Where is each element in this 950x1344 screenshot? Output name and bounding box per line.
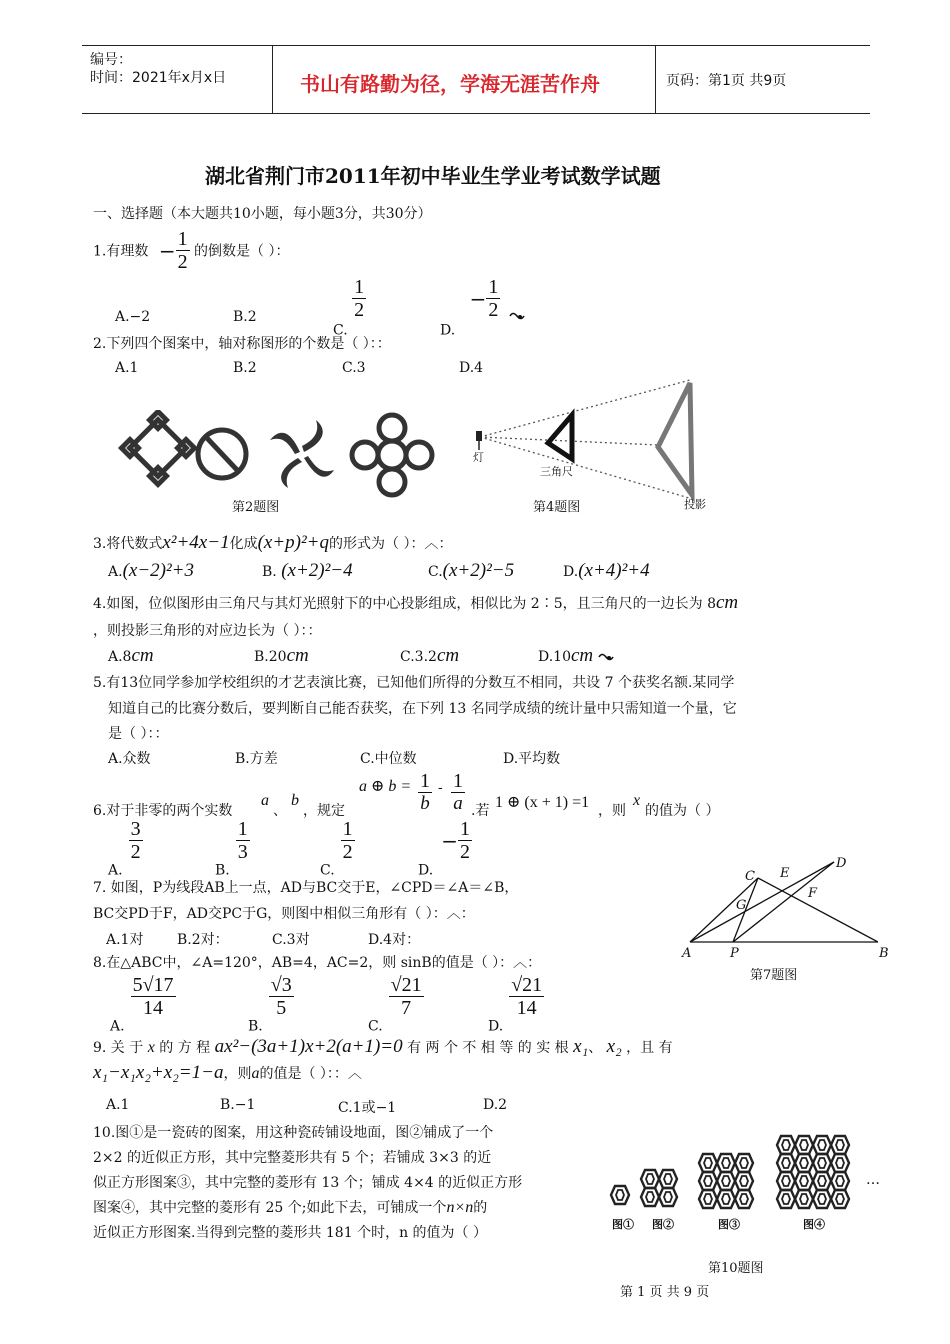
header-time: 时间：2021年x月x日 <box>90 70 227 86</box>
fig4-lamp-label: 灯 <box>473 451 484 464</box>
q3-c-label: C. <box>428 564 443 580</box>
q6-d-label: D. <box>418 862 434 879</box>
q6-a-den: 2 <box>130 841 141 863</box>
question-4-line-2: ，则投影三角形的对应边长为（ ）：： <box>93 623 322 639</box>
q8-a-frac <box>131 974 176 1019</box>
q1-frac-num: 1 <box>177 228 188 250</box>
header-bottom-rule <box>82 113 870 114</box>
q6-option-d <box>418 818 472 879</box>
q3-option-c <box>428 560 514 582</box>
question-10-line-4 <box>93 1197 487 1217</box>
q2-option-c: C.3 <box>342 360 366 376</box>
question-5-line-2: 知道自己的比赛分数后，要判断自己能否获奖，在下列 13 名同学成绩的统计量中只需知道一个量，它 <box>108 701 737 717</box>
q8-c-label: C. <box>368 1018 383 1035</box>
q2-option-a: A.1 <box>115 360 139 376</box>
pattern-1-diamond-squares <box>122 412 195 485</box>
q8-option-a <box>110 974 176 1035</box>
q7-option-b: B.2对： <box>177 932 229 948</box>
q6-frac-1-over-a <box>451 770 465 815</box>
q6-text-a: 6.对于非零的两个实数 <box>93 803 233 819</box>
q6-d-num: 1 <box>459 818 470 840</box>
q6-definition: a ⊕ b = <box>359 778 412 795</box>
q8-b-label: B. <box>248 1018 263 1035</box>
q3-option-d <box>563 560 650 582</box>
q9-condition: x₁−x₁x₂+x₂=1−a <box>93 1062 224 1083</box>
tile-figure-1 <box>611 1186 629 1204</box>
q8-d-den: 14 <box>516 997 537 1019</box>
q6-equation: 1 ⊕ (x + 1) =1 <box>495 794 590 811</box>
q8-option-c <box>368 974 424 1035</box>
q4-b-label: B.20 <box>254 649 287 665</box>
q2-figure-patterns <box>110 410 450 505</box>
q9-text-b: 的 方 程 <box>159 1040 211 1056</box>
q7-label-c: C <box>745 869 755 884</box>
fig4-projection-label: 投影 <box>684 498 706 511</box>
q7-label-p: P <box>730 946 739 961</box>
question-7-line-2: BC交PD于F，AD交PC于G，则图中相似三角形有（ ）：︿： <box>93 906 475 922</box>
q3-d-expr: (x+4)²+4 <box>578 560 650 581</box>
q10-fig-label-2: 图② <box>652 1218 674 1231</box>
q10-nxn: n×n <box>446 1199 474 1216</box>
tile-figure-2 <box>641 1170 677 1206</box>
q3-a-expr: (x−2)²+3 <box>122 560 194 581</box>
q2-figure-caption: 第2题图 <box>232 500 280 515</box>
question-5-line-1: 5.有13位同学参加学校组织的才艺表演比赛，已知他们所得的分数互不相同，共设 7 个获奖名额.某同学 <box>93 675 735 691</box>
q10-text-4: 图案④，其中完整的菱形有 25 个;如此下去，可铺成一个 <box>93 1200 447 1216</box>
question-2-stem: 2.下列四个图案中，轴对称图形的个数是（ ）：： <box>93 336 391 352</box>
q1-c-den: 2 <box>354 299 365 321</box>
q6-b-den: 3 <box>237 841 248 863</box>
q9-option-c: C.1或−1 <box>338 1100 397 1116</box>
scribble-mark-icon <box>598 652 614 662</box>
question-10-line-1: 10.图①是一瓷砖的图案，用这种瓷砖铺设地面，图②铺成了一个 <box>93 1125 494 1141</box>
q6-b-num: 1 <box>237 818 248 840</box>
q8-b-num: √3 <box>270 974 292 996</box>
q6-a-label: A. <box>108 862 123 879</box>
q4-c-unit: cm <box>436 645 460 666</box>
q4-option-a <box>108 645 154 667</box>
question-8-stem: 8.在△ABC中，∠A=120°，AB=4，AC=2，则 sinB的值是（ ）：︿： <box>93 955 542 971</box>
q8-a-den: 14 <box>143 997 164 1019</box>
q4-option-d <box>538 645 614 667</box>
q3-expression-1: x²+4x−1 <box>162 532 230 553</box>
q1-c-num: 1 <box>354 276 365 298</box>
question-9-line-1 <box>93 1036 673 1058</box>
q9-text-c: 有 两 个 不 相 等 的 实 根 <box>407 1040 569 1056</box>
q4-option-b <box>254 645 309 667</box>
question-3-stem <box>93 532 452 554</box>
q7-label-e: E <box>780 866 790 881</box>
q4-b-unit: cm <box>286 645 309 666</box>
q9-option-b: B.−1 <box>220 1097 256 1113</box>
q8-option-d <box>488 974 544 1035</box>
q8-a-label: A. <box>110 1018 125 1035</box>
q6-b-label: B. <box>215 862 230 879</box>
q7-figure-caption: 第7题图 <box>750 968 798 983</box>
q6-text-e: 的值为（ ） <box>645 803 720 819</box>
q6-d-frac <box>458 818 472 863</box>
q8-d-label: D. <box>488 1018 504 1035</box>
q7-option-d: D.4对： <box>368 932 421 948</box>
section-heading: 一、选择题（本大题共10小题，每小题3分，共30分） <box>93 206 432 222</box>
q6-frac2-num: 1 <box>453 770 463 792</box>
q8-c-den: 7 <box>401 997 412 1019</box>
q7-figure-triangles <box>678 852 878 964</box>
q7-label-a: A <box>682 946 692 961</box>
q6-option-a <box>108 818 143 879</box>
q6-text-b: ，规定 <box>303 803 345 819</box>
q7-option-c: C.3对 <box>272 932 310 948</box>
q9-text-a: 9. 关 于 <box>93 1040 144 1056</box>
q1-option-c-frac <box>352 276 366 321</box>
q9-text-e: ，则 <box>223 1066 252 1082</box>
q10-text-4b: 的 <box>473 1200 488 1216</box>
q1-text-a: 1.有理数 <box>93 243 149 260</box>
q7-label-b: B <box>879 946 889 961</box>
q8-c-frac <box>389 974 424 1019</box>
q3-option-a <box>108 560 194 582</box>
q4-figure-projection <box>468 375 718 515</box>
ruler-triangle <box>548 415 572 459</box>
q3-expression-2: (x+p)²+q <box>257 532 330 553</box>
q4-unit: cm <box>715 592 739 613</box>
q8-option-b <box>248 974 294 1035</box>
header-divider-right <box>655 45 656 113</box>
q1-neg-sign: − <box>158 238 176 263</box>
question-10-line-5: 近似正方形图案.当得到完整的菱形共 181 个时，n 的值为（ ） <box>93 1225 487 1241</box>
q2-option-b: B.2 <box>233 360 257 376</box>
pattern-3-pinwheel <box>270 420 334 488</box>
q1-option-c <box>333 276 366 339</box>
q4-d-label: D.10 <box>538 649 571 665</box>
q4-a-label: A.8 <box>108 649 132 665</box>
pattern-2-circle-slash <box>198 430 246 478</box>
q5-option-a: A.众数 <box>108 751 151 767</box>
q6-a-num: 3 <box>130 818 141 840</box>
q9-equation: ax²−(3a+1)x+2(a+1)=0 <box>214 1036 403 1057</box>
q6-b-frac <box>236 818 250 863</box>
tile-figure-4 <box>777 1136 849 1208</box>
q6-c-label: C. <box>320 862 335 879</box>
question-4-line-1 <box>93 592 738 614</box>
q10-figure-tiles <box>605 1132 875 1240</box>
q1-d-den: 2 <box>488 299 499 321</box>
q9-x2: x₂ <box>606 1036 622 1057</box>
q3-b-expr: (x+2)²−4 <box>281 560 353 581</box>
projection-triangle <box>658 383 692 495</box>
q10-fig-label-1: 图① <box>612 1218 634 1231</box>
q6-var-a: a <box>261 792 269 809</box>
q8-d-frac <box>509 974 544 1019</box>
q7-label-g: G <box>736 898 747 913</box>
q3-text-b: 化成 <box>229 536 258 552</box>
q6-var-b: b <box>291 792 299 809</box>
header-page: 页码：第1页 共9页 <box>666 73 787 89</box>
q1-option-b: B.2 <box>233 309 257 325</box>
q6-frac1-den: b <box>420 793 430 814</box>
q3-text-c: 的形式为（ ）：︿： <box>329 536 453 552</box>
page-footer: 第 1 页 共 9 页 <box>620 1285 710 1300</box>
q1-d-neg: − <box>469 286 487 311</box>
q3-text-a: 3.将代数式 <box>93 536 163 552</box>
q6-option-b <box>215 818 250 879</box>
document-title: 湖北省荆门市2011年初中毕业生学业考试数学试题 <box>205 164 661 188</box>
header-top-rule <box>82 45 870 46</box>
q9-x1: x₁ <box>573 1036 589 1057</box>
q6-c-den: 2 <box>342 841 353 863</box>
q8-b-frac <box>269 974 294 1019</box>
fig4-ruler-label: 三角尺 <box>540 465 573 478</box>
q6-a-frac <box>129 818 143 863</box>
q5-option-c: C.中位数 <box>360 751 417 767</box>
q6-minus: - <box>438 780 443 796</box>
q1-option-d-frac <box>486 276 500 321</box>
question-10-line-3: 似正方形图案③，其中完整的菱形有 13 个；铺成 4×4 的近似正方形 <box>93 1175 523 1191</box>
q1-option-d-label: D. <box>440 322 456 339</box>
q4-figure-caption: 第4题图 <box>533 500 581 515</box>
q1-option-a: A.−2 <box>115 309 151 325</box>
question-1-stem <box>93 228 289 273</box>
q7-label-d: D <box>836 856 847 871</box>
q6-text-d: ，则 <box>598 803 626 819</box>
question-7-line-1: 7. 如图，P为线段AB上一点，AD与BC交于E，∠CPD＝∠A＝∠B， <box>93 880 519 896</box>
q6-var-x: x <box>633 792 641 809</box>
q9-text-f: 的值是（ ）：：︿ <box>259 1066 362 1082</box>
q5-option-b: B.方差 <box>235 751 278 767</box>
tile-figure-3 <box>699 1154 753 1208</box>
q10-figure-caption: 第10题图 <box>708 1261 764 1276</box>
q4-a-unit: cm <box>131 645 154 666</box>
q7-label-f: F <box>808 886 818 901</box>
q3-c-expr: (x+2)²−5 <box>442 560 515 581</box>
question-5-line-3: 是（ ）：： <box>108 726 169 742</box>
q8-a-num: 5√17 <box>132 974 174 996</box>
q1-option-c-label: C. <box>333 322 348 339</box>
question-10-line-2: 2×2 的近似正方形，其中完整菱形共有 5 个；若铺成 3×3 的近 <box>93 1150 492 1166</box>
q4-text-1: 4.如图，位似图形由三角尺与其灯光照射下的中心投影组成，相似比为 2∶5，且三角尺的一边长为 8 <box>93 596 716 612</box>
q10-fig-label-3: 图③ <box>718 1218 740 1231</box>
q3-b-label: B. <box>262 564 277 580</box>
q6-d-neg: − <box>441 828 458 853</box>
q9-option-d: D.2 <box>483 1097 508 1113</box>
q6-d-den: 2 <box>459 841 470 863</box>
q9-text-d: ，且 有 <box>626 1040 673 1056</box>
q3-option-b <box>262 560 353 582</box>
q6-text-c: .若 <box>471 803 490 819</box>
q10-fig-label-4: 图④ <box>803 1218 825 1231</box>
q4-c-label: C.3.2 <box>400 649 437 665</box>
question-9-line-2 <box>93 1062 362 1084</box>
lamp-icon <box>476 431 482 450</box>
q4-option-c <box>400 645 459 667</box>
q6-frac2-den: a <box>453 793 463 814</box>
header-motto: 书山有路勤为径，学海无涯苦作舟 <box>300 72 600 96</box>
q6-frac1-num: 1 <box>420 770 430 792</box>
q9-option-a: A.1 <box>106 1097 130 1113</box>
q6-separator: 、 <box>273 803 287 819</box>
scribble-mark-icon <box>509 311 525 321</box>
q3-d-label: D. <box>563 564 579 580</box>
q6-option-c <box>320 818 355 879</box>
q1-frac-den: 2 <box>177 251 188 273</box>
q4-d-unit: cm <box>571 645 594 666</box>
q8-d-num: √21 <box>511 974 543 996</box>
q2-option-d: D.4 <box>459 360 484 376</box>
q9-comma: 、 <box>588 1040 603 1056</box>
q3-a-label: A. <box>108 564 123 580</box>
q1-option-d <box>440 276 525 339</box>
q1-fraction <box>176 228 190 273</box>
q9-var-x: x <box>147 1039 155 1056</box>
pattern-4-five-circles <box>352 415 432 495</box>
q9-var-a: a <box>251 1065 260 1082</box>
q10-ellipsis: … <box>866 1172 880 1188</box>
q6-c-num: 1 <box>342 818 353 840</box>
q8-c-num: √21 <box>390 974 422 996</box>
q8-b-den: 5 <box>276 997 287 1019</box>
q6-frac-1-over-b <box>418 770 432 815</box>
header-divider-left <box>272 45 273 113</box>
q1-text-b: 的倒数是（ ）： <box>194 243 290 260</box>
q5-option-d: D.平均数 <box>503 751 561 767</box>
q1-d-num: 1 <box>488 276 499 298</box>
header-number: 编号： <box>90 52 132 68</box>
q6-c-frac <box>341 818 355 863</box>
q7-option-a: A.1对 <box>106 932 144 948</box>
